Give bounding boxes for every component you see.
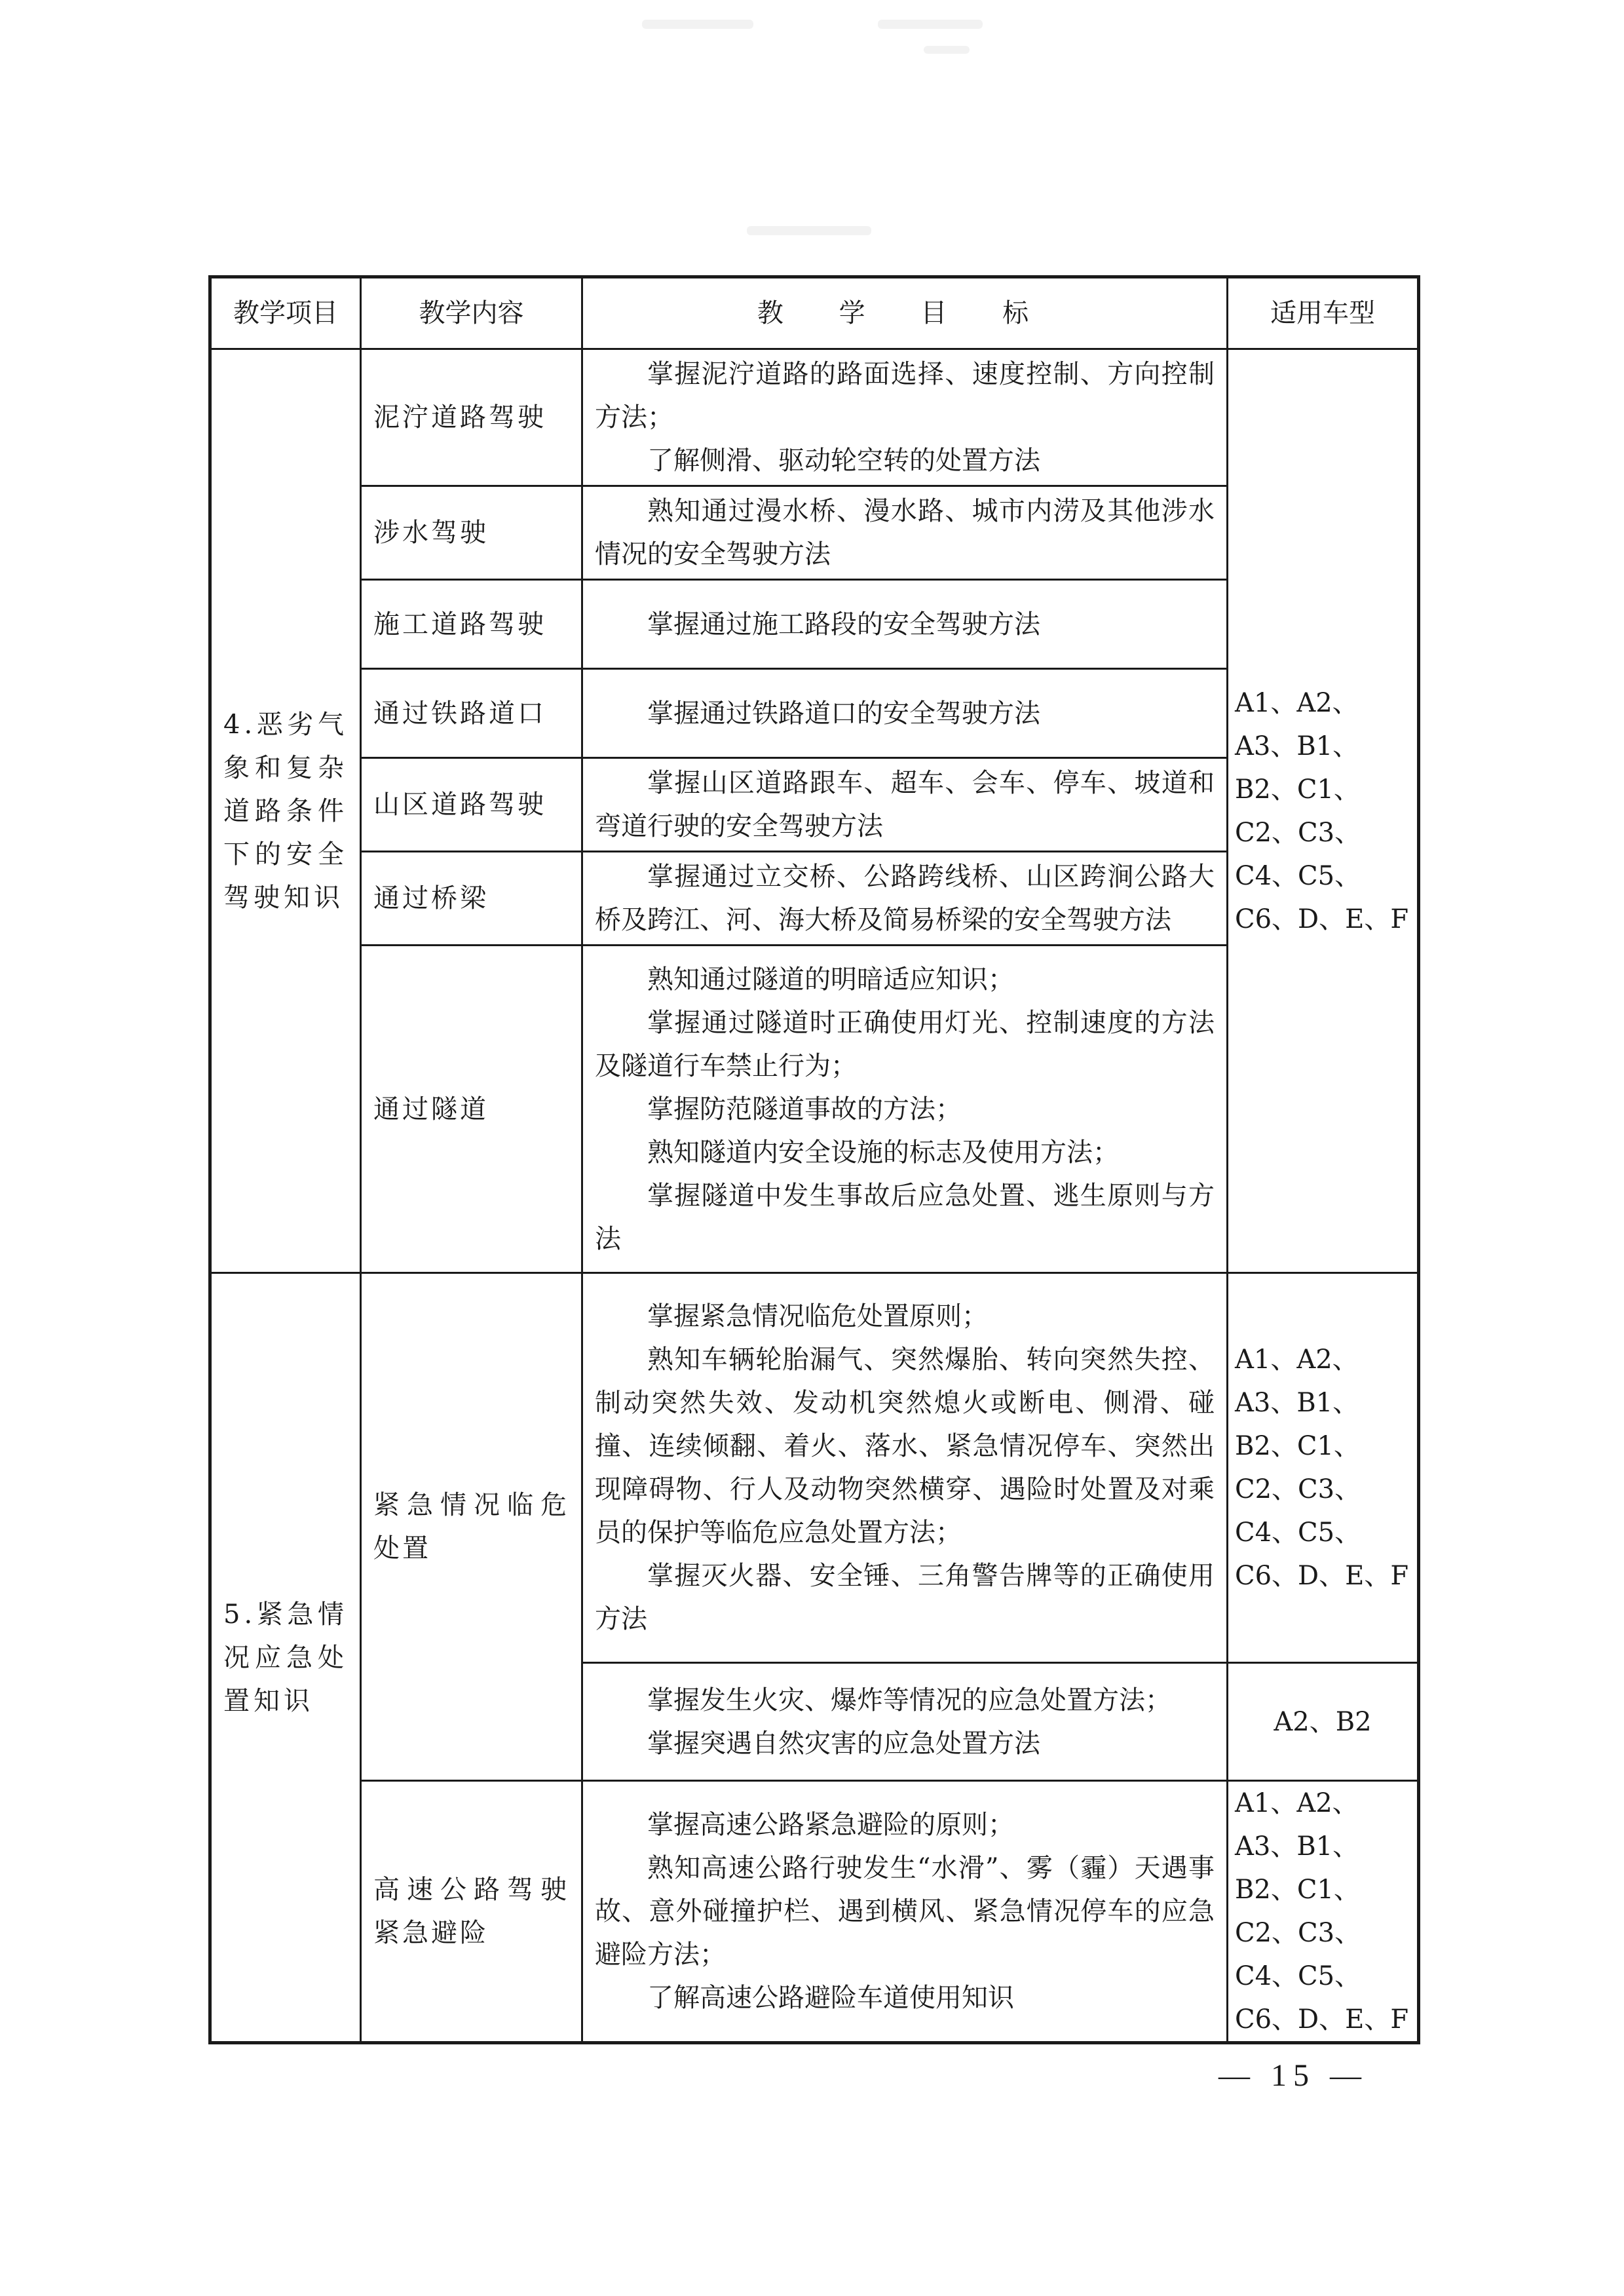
content-cell: 紧急情况临危处置 — [361, 1273, 582, 1781]
goal-line: 熟知通过隧道的明暗适应知识； — [647, 964, 1014, 995]
goal-cell — [582, 349, 1228, 486]
goal-cell — [582, 580, 1228, 669]
content-cell: 高速公路驾驶紧急避险 — [361, 1781, 582, 2043]
content-cell: 山区道路驾驶 — [361, 758, 582, 852]
vehicle-cell — [1228, 349, 1419, 1273]
table-header-row — [210, 277, 1419, 349]
project-cell-4: 4.恶劣气象和复杂道路条件下的安全驾驶知识 — [210, 349, 361, 1273]
project-cell-5: 5.紧急情况应急处置知识 — [210, 1273, 361, 2043]
scan-artifact — [747, 226, 871, 235]
vehicle-cell — [1228, 1781, 1419, 2043]
goal-line: 掌握通过隧道时正确使用灯光、控制速度的方法及隧道行车禁止行为； — [595, 1007, 1215, 1081]
header-content: 教学内容 — [361, 277, 582, 349]
header-goal: 教 学 目 标 — [582, 277, 1228, 349]
vehicle-list: A2、B2 — [1274, 1706, 1372, 1737]
vehicle-cell — [1228, 1273, 1419, 1663]
goal-cell — [582, 1273, 1228, 1663]
goal-line: 掌握灭火器、安全锤、三角警告牌等的正确使用方法 — [595, 1561, 1215, 1634]
scan-artifact — [642, 20, 753, 29]
header-project: 教学项目 — [210, 277, 361, 349]
goal-cell — [582, 669, 1228, 758]
goal-cell — [582, 486, 1228, 580]
vehicle-list: A1、A2、A3、B1、B2、C1、C2、C3、C4、C5、C6、D、E、F — [1235, 687, 1409, 934]
table-row — [210, 349, 1419, 486]
goal-line: 熟知车辆轮胎漏气、突然爆胎、转向突然失控、制动突然失效、发动机突然熄火或断电、侧滑、碰撞、连续倾翻、着火、落水、紧急情况停车、突然出现障碍物、行人及动物突然横穿、遇险时处置及对乘员的保护等临危应急处置方法； — [595, 1345, 1215, 1548]
page-number: — 15 — — [1218, 2058, 1368, 2093]
content-cell: 施工道路驾驶 — [361, 580, 582, 669]
goal-line: 熟知高速公路行驶发生“水滑”、雾（霾）天遇事故、意外碰撞护栏、遇到横风、紧急情况停车的应急避险方法； — [595, 1853, 1215, 1970]
goal-cell — [582, 1663, 1228, 1781]
goal-line: 了解高速公路避险车道使用知识 — [647, 1983, 1014, 2013]
content-cell: 泥泞道路驾驶 — [361, 349, 582, 486]
goal-line: 掌握泥泞道路的路面选择、速度控制、方向控制方法； — [595, 359, 1215, 432]
goal-line: 掌握隧道中发生事故后应急处置、逃生原则与方法 — [595, 1180, 1215, 1254]
goal-line: 掌握通过施工路段的安全驾驶方法 — [647, 609, 1040, 640]
goal-cell — [582, 852, 1228, 946]
vehicle-list: A1、A2、A3、B1、B2、C1、C2、C3、C4、C5、C6、D、E、F — [1235, 1788, 1409, 2035]
goal-line: 掌握防范隧道事故的方法； — [647, 1094, 962, 1124]
table-row — [210, 1781, 1419, 2043]
scan-artifact — [878, 20, 983, 29]
vehicle-cell — [1228, 1663, 1419, 1781]
content-cell: 通过桥梁 — [361, 852, 582, 946]
scan-artifact — [924, 46, 970, 54]
goal-line: 掌握通过铁路道口的安全驾驶方法 — [647, 698, 1040, 729]
table-row — [210, 1273, 1419, 1663]
content-cell: 涉水驾驶 — [361, 486, 582, 580]
goal-cell — [582, 1781, 1228, 2043]
goal-line: 掌握发生火灾、爆炸等情况的应急处置方法； — [647, 1685, 1171, 1715]
goal-line: 掌握通过立交桥、公路跨线桥、山区跨涧公路大桥及跨江、河、海大桥及简易桥梁的安全驾驶方法 — [595, 862, 1215, 935]
goal-line: 掌握山区道路跟车、超车、会车、停车、坡道和弯道行驶的安全驾驶方法 — [595, 768, 1215, 841]
goal-line: 熟知隧道内安全设施的标志及使用方法； — [647, 1137, 1119, 1168]
curriculum-table — [208, 275, 1420, 2044]
goal-line: 掌握紧急情况临危处置原则； — [647, 1301, 988, 1331]
content-cell: 通过铁路道口 — [361, 669, 582, 758]
goal-cell — [582, 946, 1228, 1273]
vehicle-list: A1、A2、A3、B1、B2、C1、C2、C3、C4、C5、C6、D、E、F — [1235, 1345, 1409, 1591]
goal-line: 掌握高速公路紧急避险的原则； — [647, 1810, 1014, 1840]
header-vehicle: 适用车型 — [1228, 277, 1419, 349]
goal-line: 了解侧滑、驱动轮空转的处置方法 — [647, 446, 1040, 476]
goal-cell — [582, 758, 1228, 852]
goal-line: 掌握突遇自然灾害的应急处置方法 — [647, 1728, 1040, 1759]
content-cell: 通过隧道 — [361, 946, 582, 1273]
goal-line: 熟知通过漫水桥、漫水路、城市内涝及其他涉水情况的安全驾驶方法 — [595, 496, 1215, 569]
